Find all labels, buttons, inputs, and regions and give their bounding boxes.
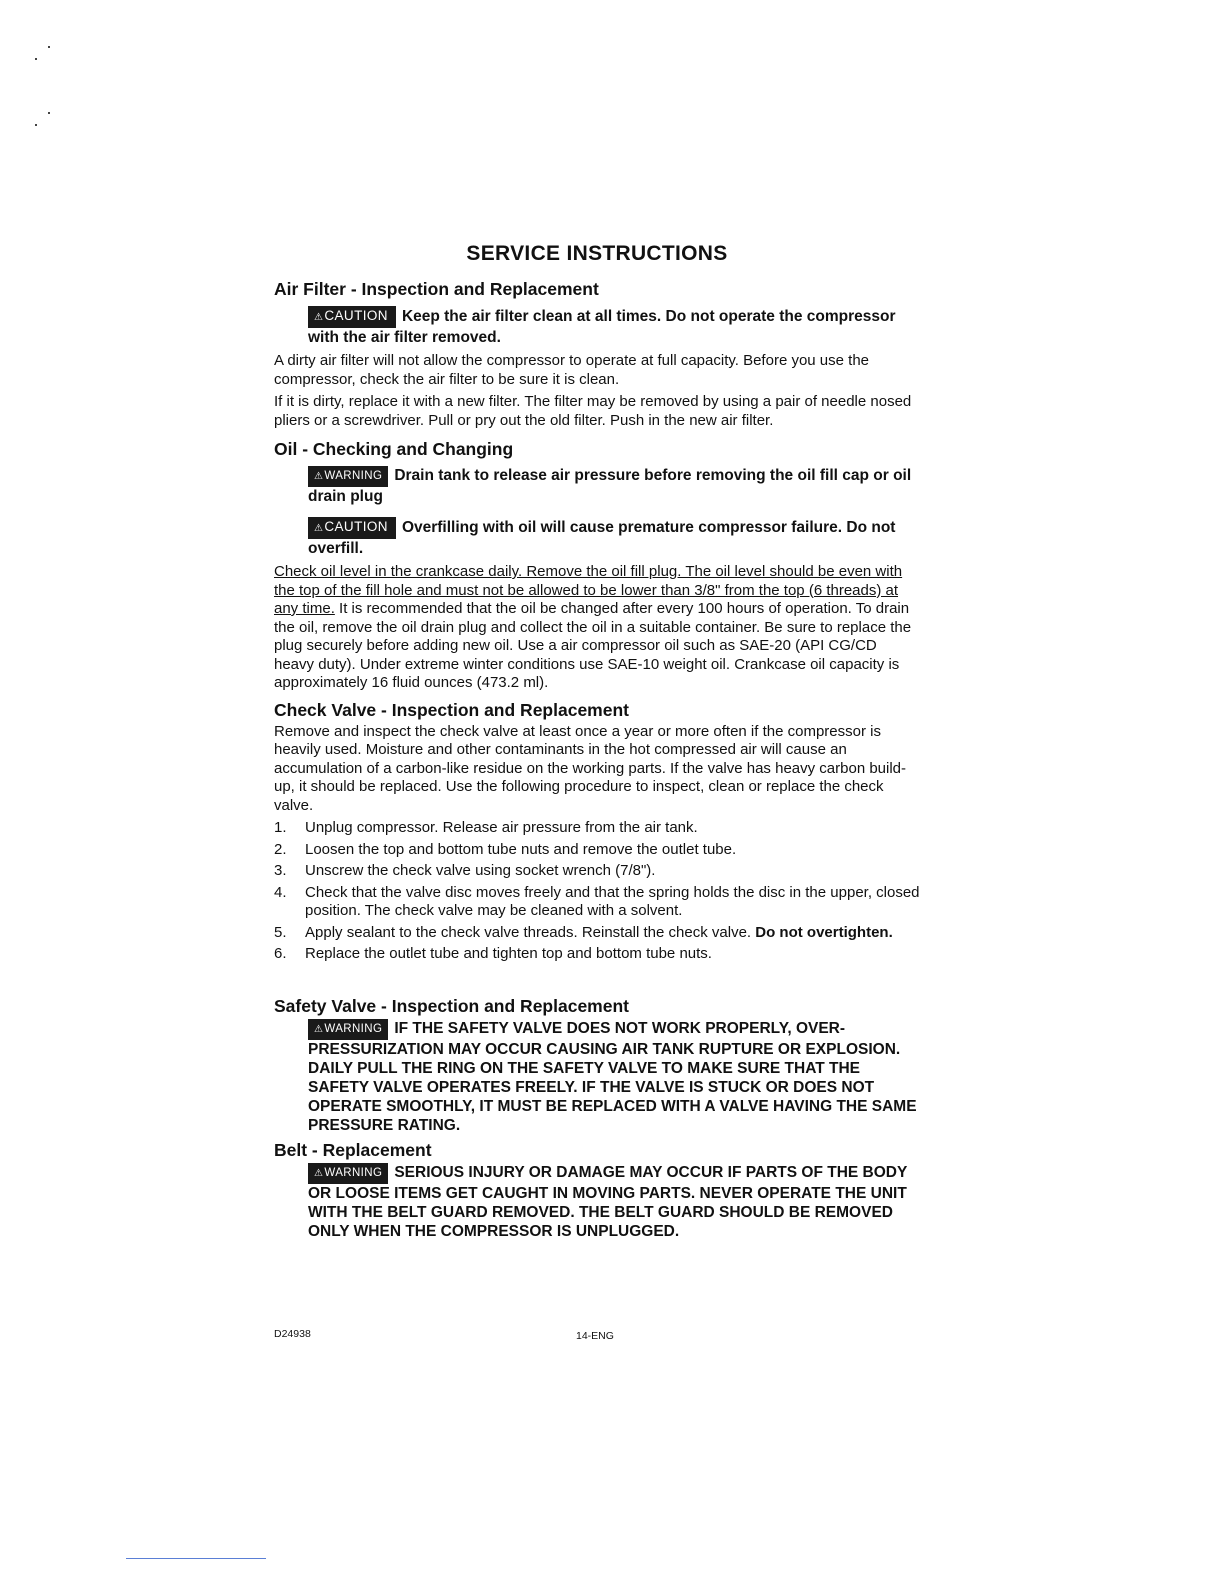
alert-triangle-icon: ⚠ [314, 1167, 324, 1179]
scan-speck [48, 112, 50, 114]
oil-caution [308, 517, 920, 559]
check-valve-paragraph: Remove and inspect the check valve at least once a year or more often if the compressor is heavily used. Moisture and other contaminants in the hot compressed air will cause an accumulation of a carbon-like residue on the working parts. If the valve has heavy carbon build-up, it should be replaced. Use the following procedure to inspect, clean or replace the check valve. [274, 722, 907, 814]
caution-text: Keep the air filter clean at all times. Do not operate the compressor with the air filter removed. [308, 308, 896, 346]
oil-paragraph-underlined: Check oil level in the crankcase daily. Remove the oil fill plug. The oil level should be even with the top of the fill hole and must not be allowed to be lower than 3/8" from the top (6 threads) at any time. [274, 563, 903, 617]
page-number: 14-ENG [576, 1330, 614, 1342]
document-page [274, 240, 920, 1245]
scan-speck [35, 124, 37, 126]
warning-badge: ⚠WARNING [308, 466, 388, 487]
scan-speck [35, 58, 37, 60]
air-filter-paragraph-2: If it is dirty, replace it with a new filter. The filter may be removed by using a pair of needle nosed pliers or a screwdriver. Pull or pry out the old filter. Push in the new air filter. [274, 393, 912, 429]
warning-text: Drain tank to release air pressure before removing the oil fill cap or oil drain plug [308, 467, 912, 505]
warning-badge: ⚠WARNING [308, 1019, 388, 1040]
belt-warning [308, 1163, 920, 1241]
alert-triangle-icon: ⚠ [314, 471, 324, 482]
scan-speck [48, 46, 50, 48]
caution-text: Overfilling with oil will cause premature compressor failure. Do not overfill. [308, 519, 896, 557]
alert-triangle-icon: ⚠ [314, 523, 324, 534]
list-item: 6. Replace the outlet tube and tighten top and bottom tube nuts. [274, 945, 712, 962]
list-item: 1. Unplug compressor. Release air pressure from the air tank. [274, 819, 698, 836]
list-item: 4. Check that the valve disc moves freely and that the spring holds the disc in the upper, closed position. The check valve may be cleaned with a solvent. [274, 883, 920, 919]
list-item: 5. Apply sealant to the check valve threads. Reinstall the check valve. Do not overtighten. [274, 923, 893, 941]
warning-text: SERIOUS INJURY OR DAMAGE MAY OCCUR IF PARTS OF THE BODY OR LOOSE ITEMS GET CAUGHT IN MOVING PARTS. NEVER OPERATE THE UNIT WITH THE BELT GUARD REMOVED. THE BELT GUARD SHOULD BE REMOVED ONLY WHEN THE COMPRESSOR IS UNPLUGGED. [308, 1163, 908, 1240]
document-code: D24938 [274, 1328, 311, 1340]
list-item: 2. Loosen the top and bottom tube nuts and remove the outlet tube. [274, 840, 737, 858]
page-title: SERVICE INSTRUCTIONS [466, 242, 728, 265]
air-filter-caution [308, 306, 920, 348]
caution-badge: ⚠CAUTION [308, 306, 396, 328]
oil-paragraph-rest: It is recommended that the oil be changed after every 100 hours of operation. To drain the oil, remove the oil drain plug and collect the oil in a suitable container. Be sure to replace the plug securely before adding new oil. Use a air compressor oil such as SAE-20 (API CG/CD heavy duty). Under extreme winter conditions use SAE-10 weight oil. Crankcase oil capacity is approximately 16 fluid ounces (473.2 ml). [274, 600, 912, 691]
air-filter-paragraph-1: A dirty air filter will not allow the compressor to operate at full capacity. Before you use the compressor, check the air filter to be sure it is clean. [274, 352, 870, 388]
check-valve-steps [274, 819, 920, 964]
scan-edge-line [126, 1558, 266, 1559]
alert-triangle-icon: ⚠ [314, 312, 324, 323]
oil-heading: Oil - Checking and Changing [274, 439, 514, 459]
safety-valve-heading: Safety Valve - Inspection and Replacement [274, 995, 629, 1016]
oil-warning [308, 466, 920, 507]
oil-paragraph [274, 563, 920, 693]
warning-badge: ⚠WARNING [308, 1163, 388, 1184]
belt-heading: Belt - Replacement [274, 1139, 432, 1160]
air-filter-heading: Air Filter - Inspection and Replacement [274, 279, 599, 299]
alert-triangle-icon: ⚠ [314, 1023, 324, 1035]
caution-badge: ⚠CAUTION [308, 517, 396, 539]
warning-text: IF THE SAFETY VALVE DOES NOT WORK PROPERLY, OVER-PRESSURIZATION MAY OCCUR CAUSING AIR TANK RUPTURE OR EXPLOSION. DAILY PULL THE RING ON THE SAFETY VALVE TO MAKE SURE THAT THE SAFETY VALVE OPERATES FREELY. IF THE VALVE IS STUCK OR DOES NOT OPERATE SMOOTHLY, IT MUST BE REPLACED WITH A VALVE HAVING THE SAME PRESSURE RATING. [308, 1019, 917, 1134]
check-valve-heading: Check Valve - Inspection and Replacement [274, 699, 629, 720]
safety-valve-warning [308, 1019, 920, 1135]
list-item: 3. Unscrew the check valve using socket wrench (7/8"). [274, 862, 656, 879]
